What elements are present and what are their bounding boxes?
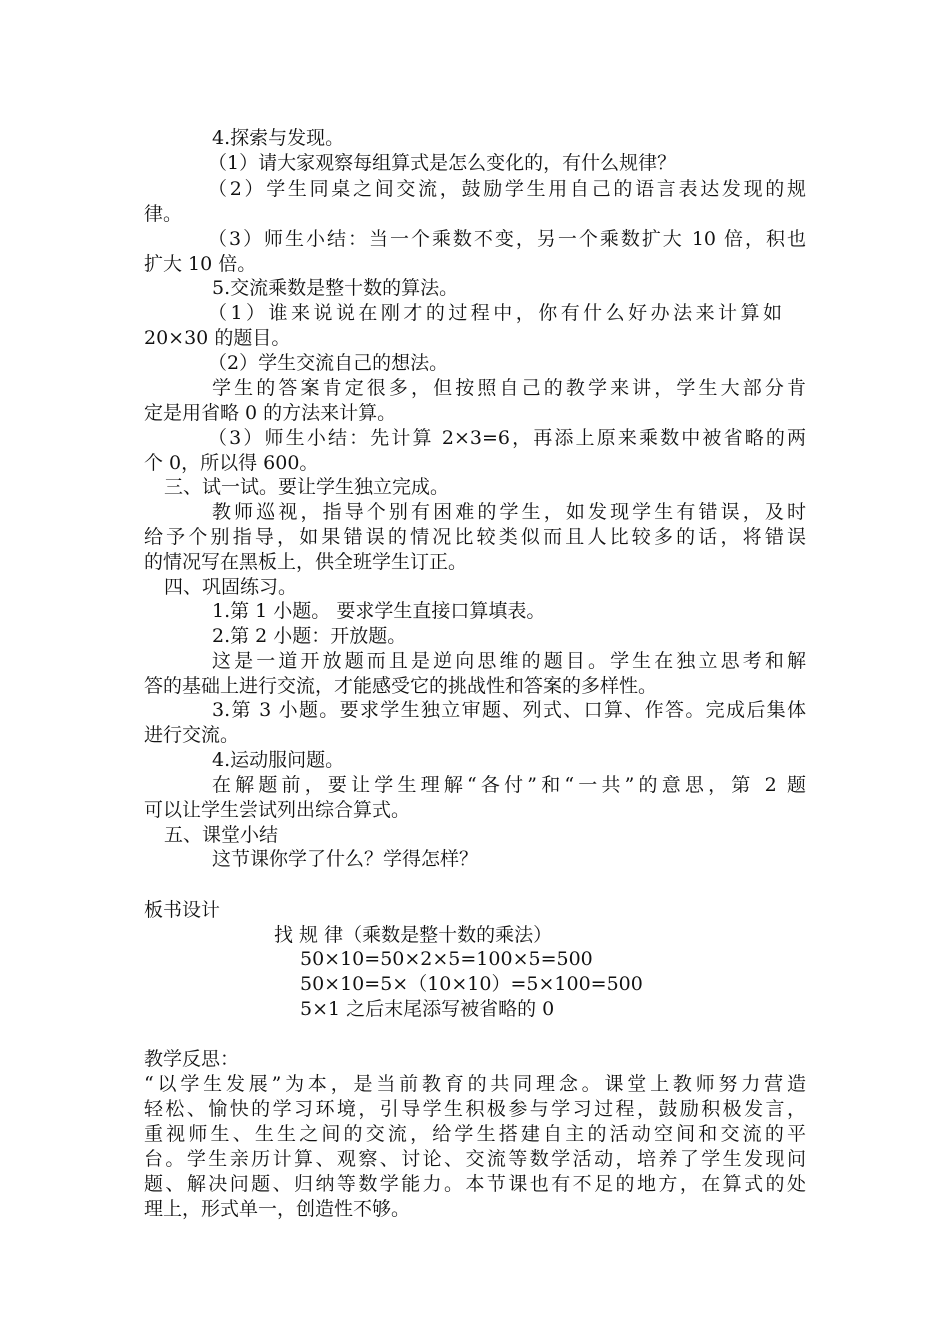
method-question-2: （2）学生交流自己的想法。 [208, 352, 449, 374]
explore-question-3-line1: （3）师生小结：当一个乘数不变，另一个乘数扩大 10 倍，积也 [208, 228, 806, 250]
section-heading-method: 5.交流乘数是整十数的算法。 [212, 277, 459, 299]
section-heading-explore: 4.探索与发现。 [212, 127, 345, 149]
board-title: 找 规 律（乘数是整十数的乘法） [274, 924, 553, 946]
reflection-line-1: “以学生发展”为本，是当前教育的共同理念。课堂上教师努力营造 [144, 1073, 806, 1095]
board-formula-1: 50×10=50×2×5=100×5=500 [300, 948, 593, 970]
practice-item-4-note-line1: 在解题前，要让学生理解“各付”和“一共”的意思，第 2 题 [212, 774, 806, 796]
reflection-heading: 教学反思： [144, 1048, 240, 1070]
method-question-3-line1: （3）师生小结：先计算 2×3=6，再添上原来乘数中被省略的两 [208, 427, 806, 449]
section-heading-practice: 四、巩固练习。 [164, 576, 298, 598]
explore-question-1: （1）请大家观察每组算式是怎么变化的，有什么规律？ [208, 152, 677, 174]
section-heading-try: 三、试一试。要让学生独立完成。 [164, 476, 450, 498]
method-question-3-line2: 个 0，所以得 600。 [144, 452, 319, 474]
practice-item-4: 4.运动服问题。 [212, 749, 345, 771]
section-heading-summary: 五、课堂小结 [164, 824, 279, 846]
try-paragraph-line3: 的情况写在黑板上，供全班学生订正。 [144, 551, 468, 573]
summary-question: 这节课你学了什么？学得怎样？ [212, 848, 479, 870]
reflection-line-6: 理上，形式单一，创造性不够。 [144, 1198, 411, 1220]
practice-item-3-line2: 进行交流。 [144, 724, 240, 746]
explore-question-2-line2: 律。 [144, 203, 183, 225]
reflection-line-2: 轻松、愉快的学习环境，引导学生积极参与学习过程，鼓励积极发言， [144, 1098, 806, 1120]
board-formula-3: 5×1 之后末尾添写被省略的 0 [300, 998, 555, 1020]
reflection-line-4: 台。学生亲历计算、观察、讨论、交流等数学活动，培养了学生发现问 [144, 1148, 806, 1170]
reflection-line-5: 题、解决问题、归纳等数学能力。本节课也有不足的地方，在算式的处 [144, 1173, 806, 1195]
explore-question-2-line1: （2）学生同桌之间交流，鼓励学生用自己的语言表达发现的规 [208, 178, 806, 200]
practice-item-1: 1.第 1 小题。 要求学生直接口算填表。 [212, 600, 546, 622]
method-note-line2: 定是用省略 0 的方法来计算。 [144, 402, 397, 424]
try-paragraph-line1: 教师巡视，指导个别有困难的学生，如发现学生有错误，及时 [212, 501, 806, 523]
method-question-1-line2: 20×30 的题目。 [144, 327, 291, 349]
method-note-line1: 学生的答案肯定很多，但按照自己的教学来讲，学生大部分肯 [212, 377, 806, 399]
method-question-1-line1: （1）谁来说说在刚才的过程中，你有什么好办法来计算如 [208, 302, 782, 324]
practice-item-2: 2.第 2 小题：开放题。 [212, 625, 407, 647]
practice-item-3-line1: 3.第 3 小题。要求学生独立审题、列式、口算、作答。完成后集体 [212, 699, 806, 721]
practice-item-4-note-line2: 可以让学生尝试列出综合算式。 [144, 799, 411, 821]
try-paragraph-line2: 给予个别指导，如果错误的情况比较类似而且人比较多的话，将错误 [144, 526, 806, 548]
explore-question-3-line2: 扩大 10 倍。 [144, 253, 257, 275]
board-formula-2: 50×10=5×（10×10）=5×100=500 [300, 973, 643, 995]
practice-item-2-note-line2: 答的基础上进行交流，才能感受它的挑战性和答案的多样性。 [144, 675, 658, 697]
reflection-line-3: 重视师生、生生之间的交流，给学生搭建自主的活动空间和交流的平 [144, 1123, 806, 1145]
practice-item-2-note-line1: 这是一道开放题而且是逆向思维的题目。学生在独立思考和解 [212, 650, 806, 672]
board-design-heading: 板书设计 [144, 899, 221, 921]
